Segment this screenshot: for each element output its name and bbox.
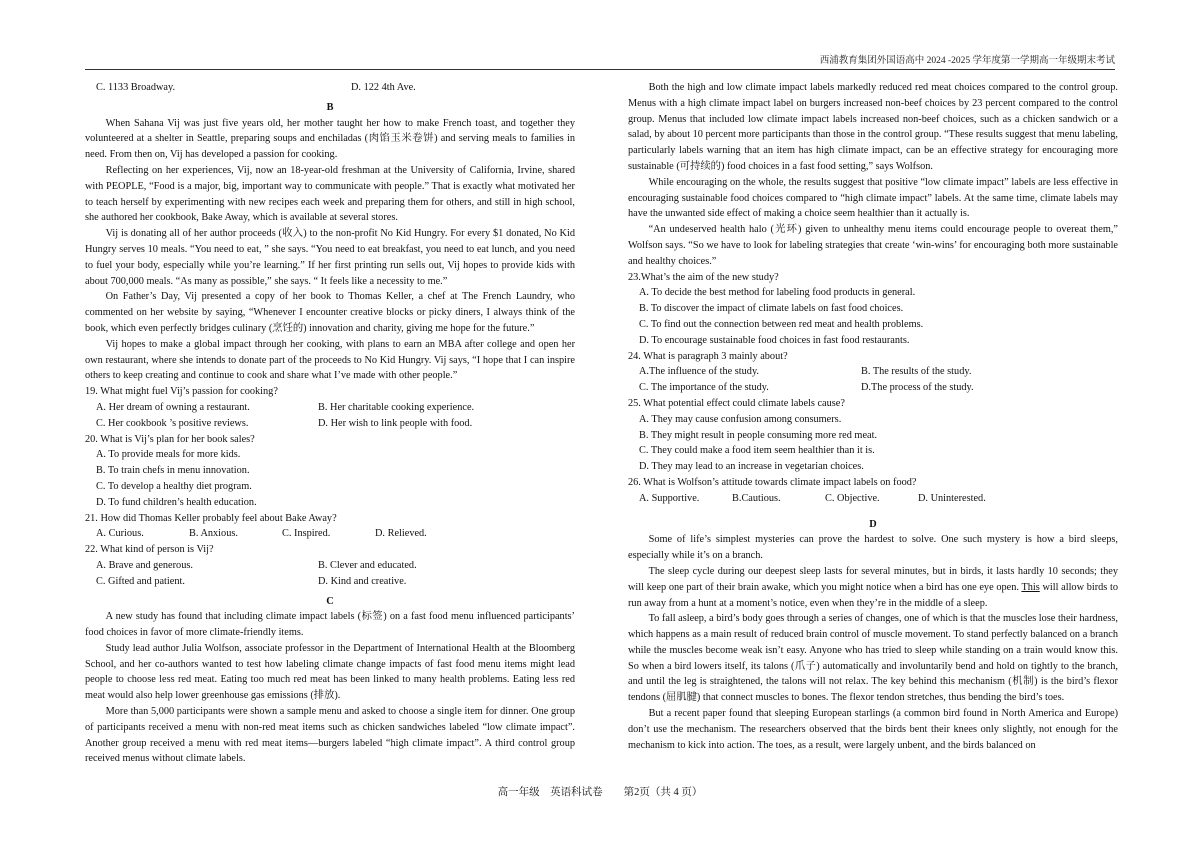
question-24-options-row (628, 380, 1118, 396)
passage-d-paragraph: Some of life’s simplest mysteries can prove the hardest to solve. One such mystery is how a bird sleeps, especially while it’s on a branch. (628, 534, 1118, 562)
option-c: C. Inspired. (282, 528, 331, 540)
text-segment: The sleep cycle during our deepest sleep lasts for several minutes, but in birds, it lasts hardly 10 seconds; they will keep one part of their brain awake, which you might notice when a bird has one eye open. (628, 565, 1118, 593)
question-20-stem: 20. What is Vij’s plan for her book sales? (85, 433, 255, 445)
option-a: A. Curious. (96, 528, 144, 540)
passage-c-paragraph: Both the high and low climate impact labels markedly reduced red meat choices compared to the control group. Menus with a high climate impact label on burgers increased non-beef choices by 23 percent compared to the control group. Menus that included low climate impact labels increased non-beef choices, such as a chicken sandwich or a salad, by about 10 percent more participants than those in the control group. “These results suggest that menu labeling, particularly labels warning that an item has high climate impact, can be an effective strategy for encouraging more sustainable (可持续的) food choices in a fast food setting,” says Wolfson. (628, 82, 1118, 172)
passage-b-paragraph: Reflecting on her experiences, Vij, now an 18-year-old freshman at the University of California, Irvine, shared with PEOPLE, “Food is a major, big, important way to communicate with people.” That is exactly what motivated her to teach herself by experimenting with new recipes each week and preparing them for others, and still in high school, she authored her cookbook, Bake Away, which is available at several stores. (85, 164, 575, 224)
passage-c-paragraph: More than 5,000 participants were shown a sample menu and asked to choose a single item for dinner. One group of participants received a menu with non-red meat items such as chicken sandwiches labeled “low climate impact”. Another group received a menu with red meat items—burgers labeled “high climate impact”. A third control group received menus without climate labels. (85, 706, 575, 765)
option-b: B. Clever and educated. (318, 559, 417, 571)
option-a: A. To decide the best method for labeling food products in general. (639, 287, 916, 299)
question-19-stem: 19. What might fuel Vij’s passion for cooking? (85, 386, 278, 398)
option-c: C. They could make a food item seem healthier than it is. (639, 445, 875, 457)
passage-b-paragraph: Vij hopes to make a global impact through her cooking, with plans to earn an MBA after college and open her own restaurant, where she intends to donate part of the proceeds to No Kid Hungry. Vij says, “I hope that I can inspire others to keep creating and continue to cook and share what I’ve made with other people.” (85, 338, 575, 382)
option-d: D.The process of the study. (861, 382, 974, 394)
option-b: B.Cautious. (732, 492, 781, 504)
option-c: C. Her cookbook ’s positive reviews. (96, 417, 249, 429)
option-a: A. They may cause confusion among consumers. (639, 413, 842, 425)
option-c: C. Objective. (825, 492, 880, 504)
text-segment: will allow birds to run away from a hunt at a moment’s notice, even when they’re in the middle of a sleep. (628, 581, 1119, 609)
option-c: C. 1133 Broadway. (96, 82, 176, 93)
option-c: C. To develop a healthy diet program. (96, 480, 252, 492)
question-22-options-row (85, 558, 575, 574)
exam-header: 西浦教育集团外国语高中 2024 -2025 学年度第一学期高一年级期末考试 (85, 52, 1115, 70)
option-d: D. Relieved. (375, 528, 427, 540)
question-26-stem: 26. What is Wolfson’s attitude towards climate impact labels on food? (628, 476, 917, 488)
passage-b-paragraph: Vij is donating all of her author proceeds (收入) to the non-profit No Kid Hungry. For every $1 donated, No Kid Hungry serves 10 meals. “You need to eat, ” she says. “You need to eat breakfast, you need to eat lunch, and you need to fuel your body, especially while you’re learning.” If her first printing run sells out, Vij hopes to provide kids with about 700,000 meals. “As many as possible,” she says. “ It feels like a necessity to me.” (85, 228, 575, 287)
question-24-options-row (628, 364, 1118, 380)
option-c: C. To find out the connection between red meat and health problems. (639, 318, 924, 330)
question-21-stem: 21. How did Thomas Keller probably feel about Bake Away? (85, 512, 337, 524)
question-21-options-row (85, 526, 575, 542)
passage-d-paragraph (628, 564, 1118, 611)
right-column (628, 80, 1118, 753)
option-b: B. To discover the impact of climate labels on fast food choices. (639, 303, 904, 315)
section-c-title: C (326, 595, 334, 607)
option-b: B. Anxious. (189, 528, 238, 540)
passage-b-paragraph: When Sahana Vij was just five years old, her mother taught her how to make French toast, and together they volunteered at a shelter in Seattle, preparing soups and enchiladas (肉馅玉米卷饼) and serving meals to families in need. From then on, Vij has developed a passion for cooking. (85, 117, 575, 161)
left-column (85, 80, 575, 767)
option-b: B. They might result in people consuming more red meat. (639, 429, 878, 441)
option-a: A. To provide meals for more kids. (96, 449, 241, 461)
option-d: D. They may lead to an increase in vegetarian choices. (639, 461, 864, 473)
option-d: D. To fund children’s health education. (96, 496, 257, 508)
option-d: D. Uninterested. (918, 492, 986, 504)
question-19-options-row (85, 400, 575, 416)
question-26-options-row (628, 491, 1118, 507)
option-c: C. The importance of the study. (639, 382, 769, 394)
question-22-options-row (85, 574, 575, 590)
question-22-stem: 22. What kind of person is Vij? (85, 544, 214, 556)
question-19-options-row (85, 416, 575, 432)
passage-d-paragraph: To fall asleep, a bird’s body goes through a series of changes, one of which is that the muscles lose their hardness, which happens as a main result of reduced brain control of muscle movement. To stand perfectly balanced on a branch while the muscles become weak isn’t easy. Anyone who has tried to sleep while standing on a train would know this. So when a bird lowers itself, its talons (爪子) automatically and involuntarily bend and hold on tightly to the branch, and until the leg is straightened, the talons will not relax. The key behind this mechanism (机制) is the bird’s flexor tendons (屈肌腱) that connect muscles to bones. The flexor tendon stretches, thus bending the bird’s toes. (628, 613, 1118, 704)
top-options (85, 80, 575, 96)
question-24-stem: 24. What is paragraph 3 mainly about? (628, 350, 788, 362)
passage-d-paragraph: But a recent paper found that sleeping European starlings (a common bird found in North America and Europe) don’t use the mechanism. The researchers observed that the birds bent their knees only slightly, not enough for the mechanism to kick into action. The toes, as a result, were largely unbent, and the birds balanced on (628, 708, 1118, 751)
option-a: A.The influence of the study. (639, 366, 759, 378)
option-b: B. Her charitable cooking experience. (318, 401, 475, 413)
passage-b-paragraph: On Father’s Day, Vij presented a copy of her book to Thomas Keller, a chef at The French Laundry, who commented on her website by saying, “Whenever I encounter creative blocks or picky diners, I always think of the book, which even perfectly bridges culinary (烹饪的) innovation and charity, giving me hope for the future.” (85, 291, 575, 334)
option-d: D. To encourage sustainable food choices in fast food restaurants. (639, 334, 910, 346)
option-a: A. Her dream of owning a restaurant. (96, 401, 250, 413)
passage-c-paragraph: A new study has found that including climate impact labels (标签) on a fast food menu influenced participants’ food choices in favor of more climate-friendly items. (85, 611, 575, 639)
section-d-title: D (869, 518, 877, 530)
passage-c-paragraph: While encouraging on the whole, the results suggest that positive “low climate impact” labels are less effective in encouraging sustainable food choices compared to “high climate impact” labels. At the same time, climate labels may have the unwanted side effect of making a choice seem healthier than it actually is. (628, 176, 1118, 220)
page-footer: 高一年级 英语科试卷 第2页（共 4 页） (497, 787, 703, 798)
option-c: C. Gifted and patient. (96, 575, 185, 587)
question-23-stem: 23.What’s the aim of the new study? (628, 271, 779, 283)
passage-c-paragraph: Study lead author Julia Wolfson, associate professor in the Department of International Health at the Bloomberg School, and her co-authors wanted to test how labeling climate change impacts of fast food menu items might lead people to choose less red meat. Eating too much red meat has been linked to many health problems. Eating less red meat would also help lower greenhouse gas emissions (排放). (85, 642, 575, 702)
option-d: D. 122 4th Ave. (351, 82, 416, 93)
question-25-stem: 25. What potential effect could climate labels cause? (628, 397, 845, 409)
option-b: B. To train chefs in menu innovation. (96, 465, 250, 477)
section-b-title: B (326, 101, 334, 113)
passage-c-paragraph: “An undeserved health halo (光环) given to unhealthy menu items could encourage people to overeat them,” Wolfson says. “So we have to look for labeling strategies that create ‘win-wins’ for encouraging both more sustainable and healthy choices.” (628, 224, 1118, 267)
underlined-word: This (1021, 581, 1040, 593)
option-a: A. Brave and generous. (96, 559, 193, 571)
option-d: D. Kind and creative. (318, 575, 407, 587)
option-a: A. Supportive. (639, 492, 700, 504)
option-d: D. Her wish to link people with food. (318, 417, 473, 429)
option-b: B. The results of the study. (861, 366, 972, 378)
